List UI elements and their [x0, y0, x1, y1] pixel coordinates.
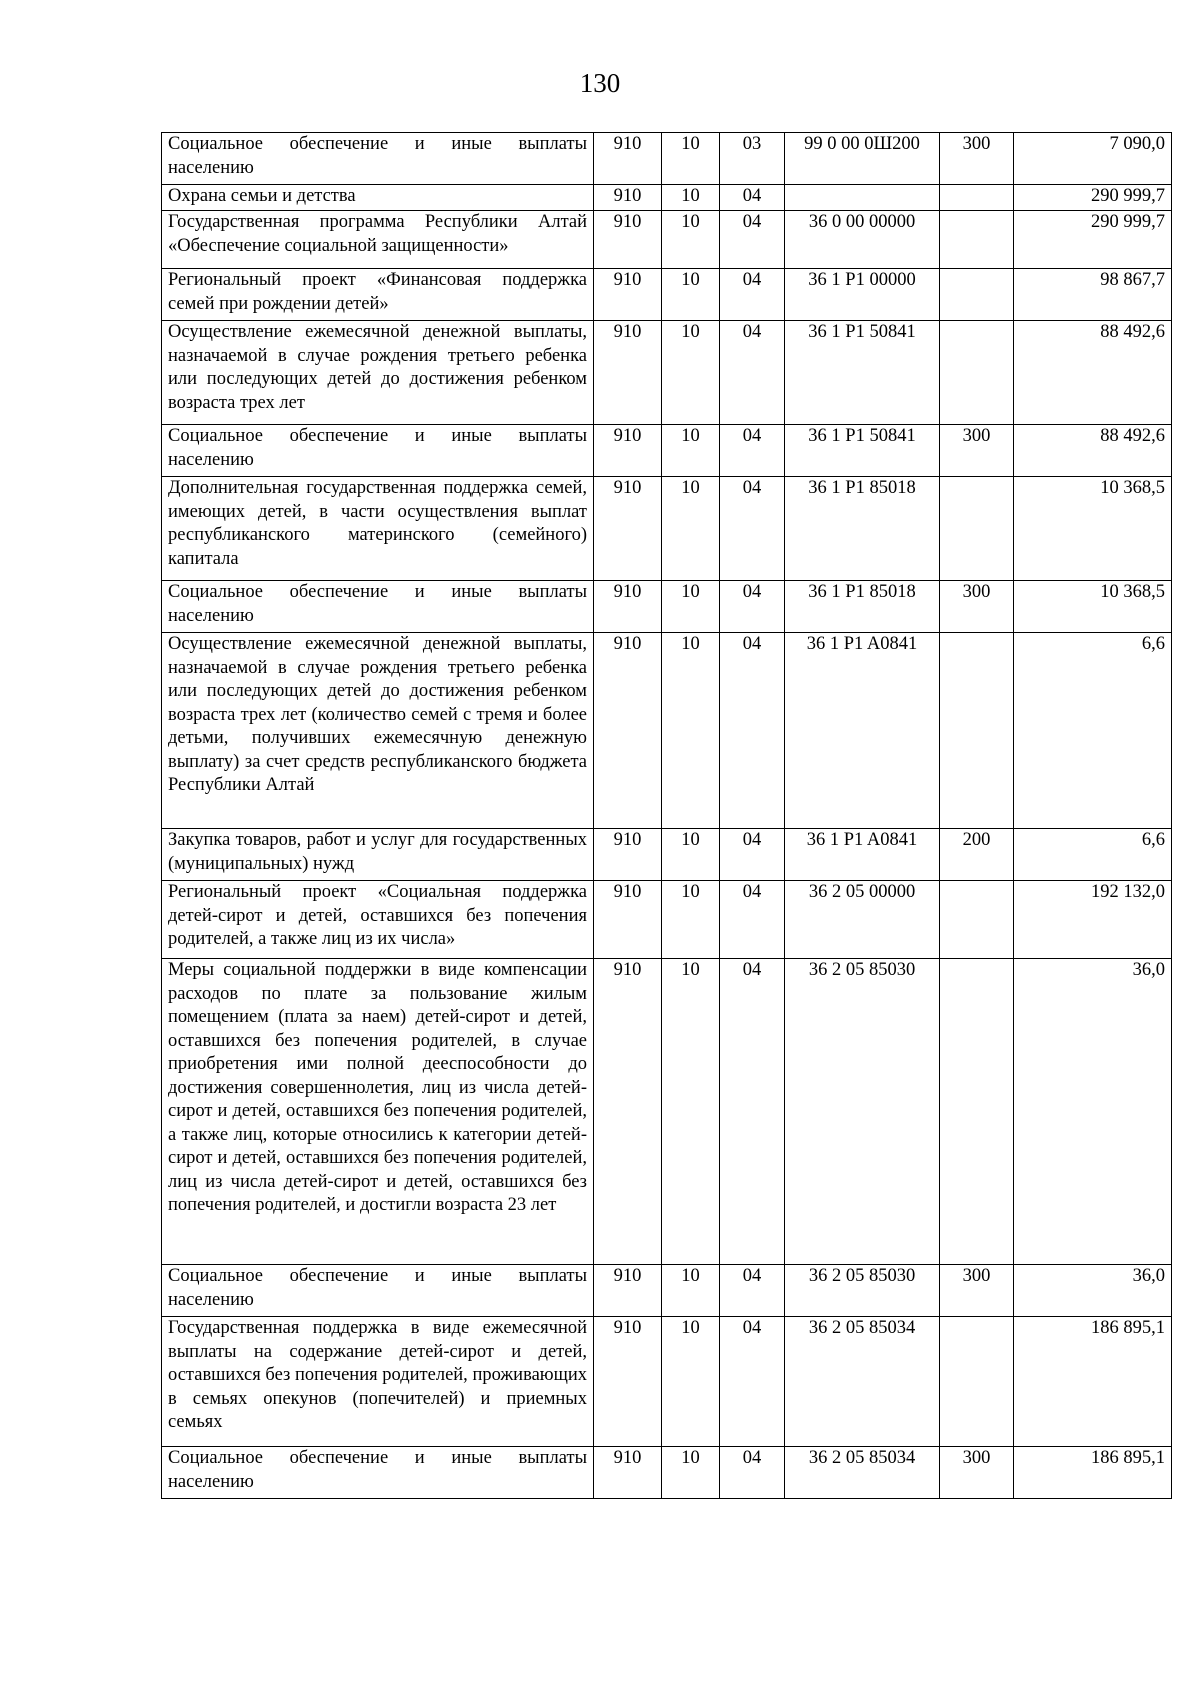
cell-subsection: 04	[720, 269, 785, 321]
cell-subsection: 04	[720, 1447, 785, 1499]
cell-admin: 910	[594, 881, 662, 959]
cell-amount: 36,0	[1014, 1265, 1172, 1317]
cell-amount: 186 895,1	[1014, 1317, 1172, 1447]
cell-amount: 88 492,6	[1014, 425, 1172, 477]
cell-section: 10	[662, 133, 720, 185]
cell-target: 36 2 05 85034	[785, 1317, 940, 1447]
cell-section: 10	[662, 959, 720, 1265]
cell-admin: 910	[594, 425, 662, 477]
table-row	[162, 185, 1172, 211]
table-row	[162, 477, 1172, 581]
cell-desc: Дополнительная государственная поддержка семей, имеющих детей, в части осуществления выплат республиканского материнского (семейного) капитала	[162, 477, 594, 581]
cell-target: 36 2 05 00000	[785, 881, 940, 959]
cell-amount: 290 999,7	[1014, 211, 1172, 269]
cell-amount: 290 999,7	[1014, 185, 1172, 211]
cell-amount: 6,6	[1014, 633, 1172, 829]
cell-admin: 910	[594, 1265, 662, 1317]
table-row	[162, 425, 1172, 477]
cell-desc: Закупка товаров, работ и услуг для государственных (муниципальных) нужд	[162, 829, 594, 881]
cell-section: 10	[662, 1317, 720, 1447]
cell-type	[940, 321, 1014, 425]
cell-admin: 910	[594, 829, 662, 881]
cell-amount: 10 368,5	[1014, 581, 1172, 633]
cell-section: 10	[662, 425, 720, 477]
cell-subsection: 04	[720, 321, 785, 425]
cell-amount: 186 895,1	[1014, 1447, 1172, 1499]
cell-type: 300	[940, 581, 1014, 633]
cell-desc: Социальное обеспечение и иные выплаты населению	[162, 425, 594, 477]
table-row	[162, 1447, 1172, 1499]
cell-type: 300	[940, 1265, 1014, 1317]
cell-section: 10	[662, 1265, 720, 1317]
cell-subsection: 04	[720, 185, 785, 211]
cell-desc: Региональный проект «Финансовая поддержка семей при рождении детей»	[162, 269, 594, 321]
table-row	[162, 211, 1172, 269]
budget-table	[161, 132, 1172, 1499]
cell-amount: 6,6	[1014, 829, 1172, 881]
cell-target: 36 2 05 85030	[785, 959, 940, 1265]
cell-target: 36 0 00 00000	[785, 211, 940, 269]
cell-admin: 910	[594, 477, 662, 581]
cell-subsection: 04	[720, 211, 785, 269]
cell-desc: Социальное обеспечение и иные выплаты населению	[162, 1265, 594, 1317]
cell-section: 10	[662, 477, 720, 581]
cell-admin: 910	[594, 1317, 662, 1447]
table-row	[162, 581, 1172, 633]
cell-amount: 10 368,5	[1014, 477, 1172, 581]
cell-admin: 910	[594, 581, 662, 633]
cell-type: 200	[940, 829, 1014, 881]
cell-desc: Государственная программа Республики Алтай «Обеспечение социальной защищенности»	[162, 211, 594, 269]
cell-amount: 88 492,6	[1014, 321, 1172, 425]
table-row	[162, 881, 1172, 959]
table-row	[162, 633, 1172, 829]
page-number: 130	[579, 68, 621, 98]
cell-admin: 910	[594, 1447, 662, 1499]
cell-subsection: 04	[720, 477, 785, 581]
cell-type: 300	[940, 425, 1014, 477]
cell-desc: Социальное обеспечение и иные выплаты населению	[162, 133, 594, 185]
cell-section: 10	[662, 829, 720, 881]
cell-target: 99 0 00 0Ш200	[785, 133, 940, 185]
cell-desc: Государственная поддержка в виде ежемесячной выплаты на содержание детей-сирот и детей, оставшихся без попечения родителей, проживающих в семьях опекунов (попечителей) и приемных семьях	[162, 1317, 594, 1447]
cell-type	[940, 211, 1014, 269]
cell-amount: 192 132,0	[1014, 881, 1172, 959]
cell-section: 10	[662, 881, 720, 959]
table-row	[162, 959, 1172, 1265]
cell-type	[940, 185, 1014, 211]
cell-type: 300	[940, 133, 1014, 185]
table-row	[162, 1265, 1172, 1317]
cell-desc: Осуществление ежемесячной денежной выплаты, назначаемой в случае рождения третьего ребенка или последующих детей до достижения ребенком возраста трех лет (количество семей с тремя и более детьми, получивших ежемесячную денежную выплату) за счет средств республиканского бюджета Республики Алтай	[162, 633, 594, 829]
cell-desc: Осуществление ежемесячной денежной выплаты, назначаемой в случае рождения третьего ребенка или последующих детей до достижения ребенком возраста трех лет	[162, 321, 594, 425]
table-body	[162, 133, 1172, 1499]
cell-type	[940, 1317, 1014, 1447]
cell-section: 10	[662, 321, 720, 425]
cell-subsection: 04	[720, 581, 785, 633]
cell-admin: 910	[594, 185, 662, 211]
cell-subsection: 04	[720, 959, 785, 1265]
cell-subsection: 04	[720, 1317, 785, 1447]
cell-type: 300	[940, 1447, 1014, 1499]
cell-amount: 7 090,0	[1014, 133, 1172, 185]
cell-target	[785, 185, 940, 211]
cell-section: 10	[662, 1447, 720, 1499]
cell-admin: 910	[594, 321, 662, 425]
cell-subsection: 04	[720, 425, 785, 477]
table-row	[162, 321, 1172, 425]
cell-desc: Меры социальной поддержки в виде компенсации расходов по плате за пользование жилым помещением (плата за наем) детей-сирот и детей, оставшихся без попечения родителей, в случае приобретения ими полной дееспособности до достижения совершеннолетия, лиц из числа детей-сирот и детей, оставшихся без попечения родителей, а также лиц, которые относились к категории детей-сирот и детей, оставшихся без попечения родителей, лиц из числа детей-сирот и детей, оставшихся без попечения родителей, и достигли возраста 23 лет	[162, 959, 594, 1265]
cell-subsection: 04	[720, 1265, 785, 1317]
cell-type	[940, 633, 1014, 829]
cell-target: 36 1 P1 00000	[785, 269, 940, 321]
cell-section: 10	[662, 211, 720, 269]
cell-target: 36 2 05 85030	[785, 1265, 940, 1317]
cell-subsection: 03	[720, 133, 785, 185]
cell-target: 36 2 05 85034	[785, 1447, 940, 1499]
cell-target: 36 1 P1 50841	[785, 425, 940, 477]
cell-desc: Региональный проект «Социальная поддержка детей-сирот и детей, оставшихся без попечения родителей, а также лиц из их числа»	[162, 881, 594, 959]
cell-desc: Социальное обеспечение и иные выплаты населению	[162, 1447, 594, 1499]
cell-amount: 36,0	[1014, 959, 1172, 1265]
cell-type	[940, 477, 1014, 581]
table-row	[162, 133, 1172, 185]
cell-section: 10	[662, 633, 720, 829]
cell-target: 36 1 P1 A0841	[785, 633, 940, 829]
cell-subsection: 04	[720, 633, 785, 829]
cell-admin: 910	[594, 269, 662, 321]
table-row	[162, 1317, 1172, 1447]
cell-type	[940, 959, 1014, 1265]
cell-type	[940, 269, 1014, 321]
cell-section: 10	[662, 185, 720, 211]
cell-target: 36 1 P1 85018	[785, 477, 940, 581]
table-row	[162, 269, 1172, 321]
cell-subsection: 04	[720, 881, 785, 959]
cell-target: 36 1 P1 A0841	[785, 829, 940, 881]
cell-admin: 910	[594, 133, 662, 185]
cell-target: 36 1 P1 50841	[785, 321, 940, 425]
cell-section: 10	[662, 581, 720, 633]
cell-subsection: 04	[720, 829, 785, 881]
cell-amount: 98 867,7	[1014, 269, 1172, 321]
cell-type	[940, 881, 1014, 959]
cell-admin: 910	[594, 633, 662, 829]
cell-admin: 910	[594, 211, 662, 269]
cell-admin: 910	[594, 959, 662, 1265]
cell-target: 36 1 P1 85018	[785, 581, 940, 633]
table-row	[162, 829, 1172, 881]
cell-section: 10	[662, 269, 720, 321]
cell-desc: Социальное обеспечение и иные выплаты населению	[162, 581, 594, 633]
cell-desc: Охрана семьи и детства	[162, 185, 594, 211]
